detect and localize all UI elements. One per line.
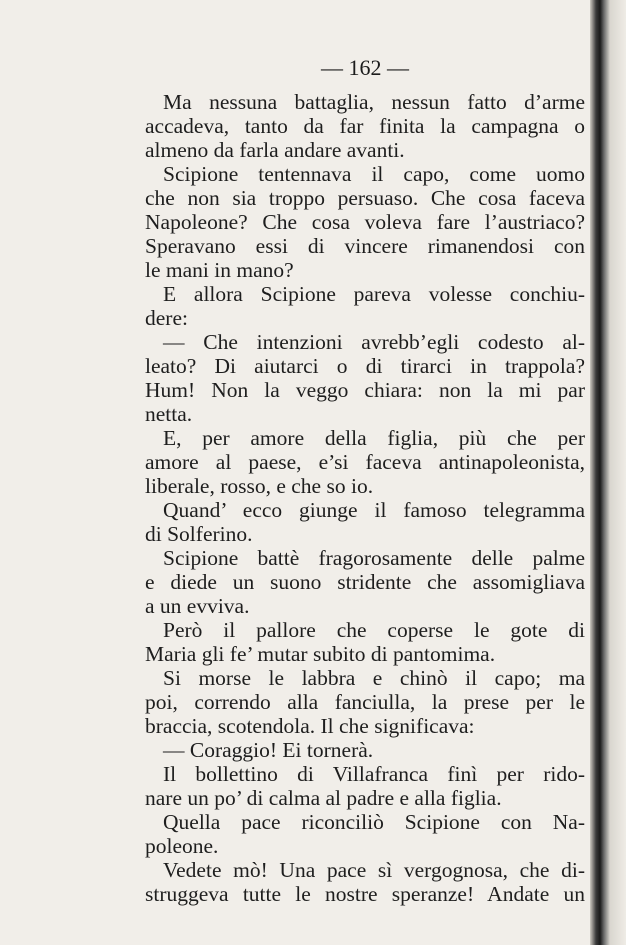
text-line: E allora Scipione pareva volesse conchiu- [163,282,585,306]
text-line: Però il pallore che coperse le gote di [163,618,585,642]
text-line: almeno da farla andare avanti. [145,138,405,162]
text-line: le mani in mano? [145,258,294,282]
page-gutter-edge [590,0,626,945]
text-line: Maria gli fe’ mutar subito di pantomima. [145,642,496,666]
text-line: Hum! Non la veggo chiara: non la mi par [145,378,585,402]
text-line: Quand’ ecco giunge il famoso telegramma [163,498,585,522]
text-line: Vedete mò! Una pace sì vergognosa, che di- [163,858,585,882]
page-body-text [145,90,585,906]
text-line: poi, correndo alla fanciulla, la prese per le [145,690,585,714]
text-line: Speravano essi di vincere rimanendosi con [145,234,585,258]
text-line: Quella pace riconciliò Scipione con Na- [163,810,585,834]
text-line: — Che intenzioni avrebb’egli codesto al- [163,330,585,354]
text-line: netta. [145,402,193,426]
text-line: che non sia troppo persuaso. Che cosa faceva [145,186,585,210]
text-line: Ma nessuna battaglia, nessun fatto d’arme [163,90,585,114]
text-line: struggeva tutte le nostre speranze! Andate un [145,882,585,906]
text-line: braccia, scotendola. Il che significava: [145,714,475,738]
text-line: Il bollettino di Villafranca finì per rido- [163,762,585,786]
text-line: poleone. [145,834,219,858]
text-line: Si morse le labbra e chinò il capo; ma [163,666,585,690]
text-line: di Solferino. [145,522,253,546]
text-line: leato? Di aiutarci o di tirarci in trappola? [145,354,585,378]
text-line: dere: [145,306,188,330]
text-line: amore al paese, e’si faceva antinapoleonista, [145,450,585,474]
text-line: Scipione battè fragorosamente delle palme [163,546,585,570]
text-line: — Coraggio! Ei tornerà. [163,738,374,762]
text-line: nare un po’ di calma al padre e alla figlia. [145,786,502,810]
text-line: Scipione tentennava il capo, come uomo [163,162,585,186]
text-line: liberale, rosso, e che so io. [145,474,374,498]
page-number: — 162 — [321,55,409,80]
text-line: accadeva, tanto da far finita la campagna o [145,114,585,138]
text-line: e diede un suono stridente che assomigliava [145,570,585,594]
text-line: Napoleone? Che cosa voleva fare l’austriaco? [145,210,585,234]
text-line: E, per amore della figlia, più che per [163,426,585,450]
text-line: a un evviva. [145,594,250,618]
